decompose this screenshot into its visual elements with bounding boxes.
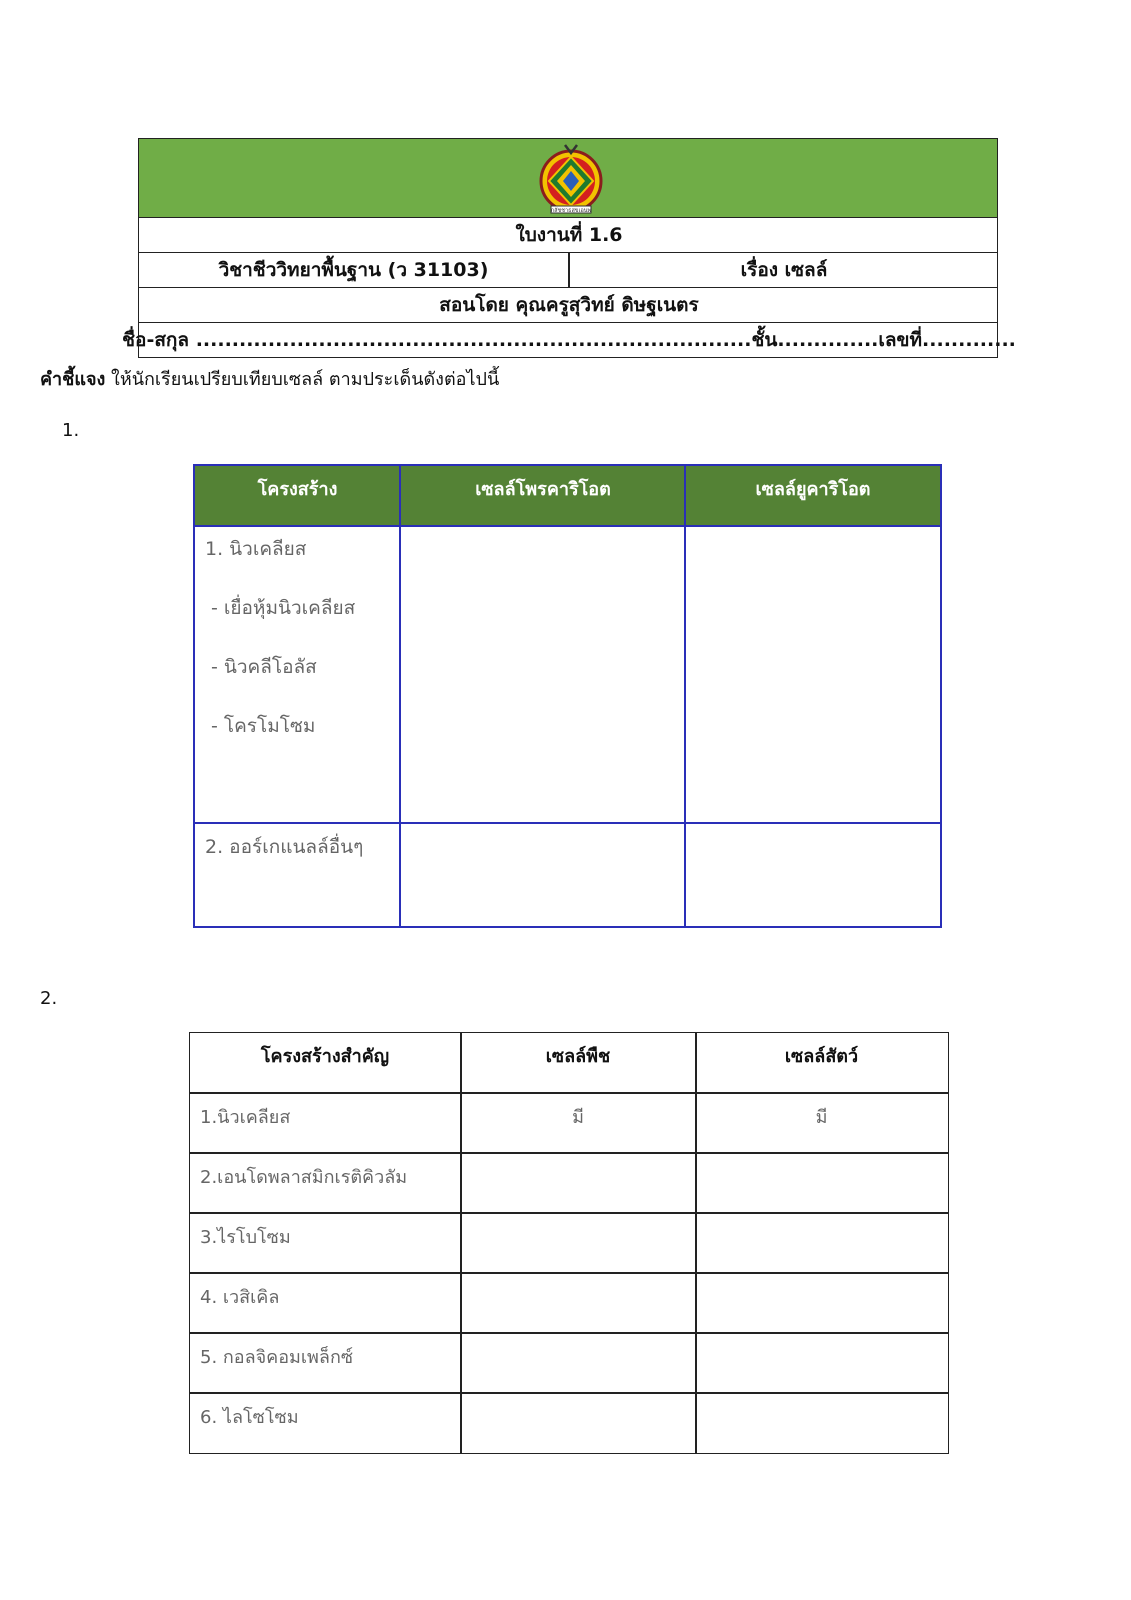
logo-caption: กลัชชาธสุขเอนพ bbox=[550, 208, 592, 214]
table2-row-divider bbox=[190, 1092, 948, 1094]
header-subject-row bbox=[138, 252, 998, 288]
table1-row-nucleus: 1. นิวเคลียส bbox=[205, 538, 307, 560]
table1-sub-chromosome: - โครโมโซม bbox=[211, 715, 316, 737]
table2-header-structure: โครงสร้างสำคัญ bbox=[260, 1046, 390, 1067]
table2-row-label: 5. กอลจิคอมเพล็กซ์ bbox=[200, 1347, 354, 1368]
section-2-number: 2. bbox=[40, 988, 58, 1009]
worksheet-header bbox=[122, 138, 1016, 360]
table2-row-label: 4. เวสิเคิล bbox=[200, 1287, 280, 1308]
table1-header-eukaryote: เซลล์ยูคาริโอต bbox=[686, 466, 940, 526]
header-title-row bbox=[138, 217, 998, 253]
plant-animal-cell-table bbox=[189, 1032, 949, 1454]
teacher-name: สอนโดย คุณครูสุวิทย์ ดิษฐเนตร bbox=[439, 294, 699, 316]
topic-name: เรื่อง เซลล์ bbox=[740, 259, 828, 281]
table1-row-divider bbox=[195, 822, 940, 824]
instruction-label: คำชี้แจง bbox=[40, 369, 106, 390]
header-teacher-row bbox=[138, 287, 998, 323]
header-student-row bbox=[122, 322, 1016, 358]
table2-row-label: 2.เอนโดพลาสมิกเรติคิวลัม bbox=[200, 1167, 408, 1188]
student-name-line: ชื่อ-สกุล .............................................................................ชั้น..............เลขที่............. bbox=[122, 329, 1016, 351]
table2-row-label: 1.นิวเคลียส bbox=[200, 1107, 291, 1128]
school-emblem-icon bbox=[535, 143, 607, 215]
table1-col-divider bbox=[684, 466, 686, 926]
section-1-number: 1. bbox=[62, 420, 80, 441]
table2-col-divider bbox=[695, 1033, 697, 1453]
table2-row-divider bbox=[190, 1212, 948, 1214]
header-logo-band bbox=[138, 138, 998, 218]
table2-row-divider bbox=[190, 1332, 948, 1334]
table2-col-divider bbox=[460, 1033, 462, 1453]
table2-row-divider bbox=[190, 1392, 948, 1394]
table2-header-animal: เซลล์สัตว์ bbox=[784, 1046, 859, 1067]
table1-sub-nuclear-envelope: - เยื่อหุ้มนิวเคลียส bbox=[211, 597, 356, 619]
table1-header-prokaryote: เซลล์โพรคาริโอต bbox=[401, 466, 685, 526]
table2-row-divider bbox=[190, 1272, 948, 1274]
worksheet-title: ใบงานที่ 1.6 bbox=[515, 224, 623, 246]
table2-row-divider bbox=[190, 1152, 948, 1154]
table2-plant-value: มี bbox=[572, 1107, 584, 1128]
table2-row-label: 3.ไรโบโซม bbox=[200, 1227, 291, 1248]
instruction-text: ให้นักเรียนเปรียบเทียบเซลล์ ตามประเด็นดังต่อไปนี้ bbox=[105, 369, 500, 390]
table1-header-structure: โครงสร้าง bbox=[195, 466, 400, 526]
instruction bbox=[40, 364, 499, 393]
table2-row-label: 6. ไลโซโซม bbox=[200, 1407, 299, 1428]
table1-col-divider bbox=[399, 466, 401, 926]
subject-name: วิชาชีววิทยาพื้นฐาน (ว 31103) bbox=[218, 259, 489, 281]
prokaryote-eukaryote-table bbox=[193, 464, 942, 928]
table1-row-organelles: 2. ออร์เกแนลล์อื่นๆ bbox=[205, 836, 364, 858]
table2-animal-value: มี bbox=[815, 1107, 828, 1128]
table1-row-divider bbox=[195, 525, 940, 527]
table1-sub-nucleolus: - นิวคลีโอลัส bbox=[211, 656, 317, 678]
table2-header-plant: เซลล์พืช bbox=[545, 1046, 611, 1067]
